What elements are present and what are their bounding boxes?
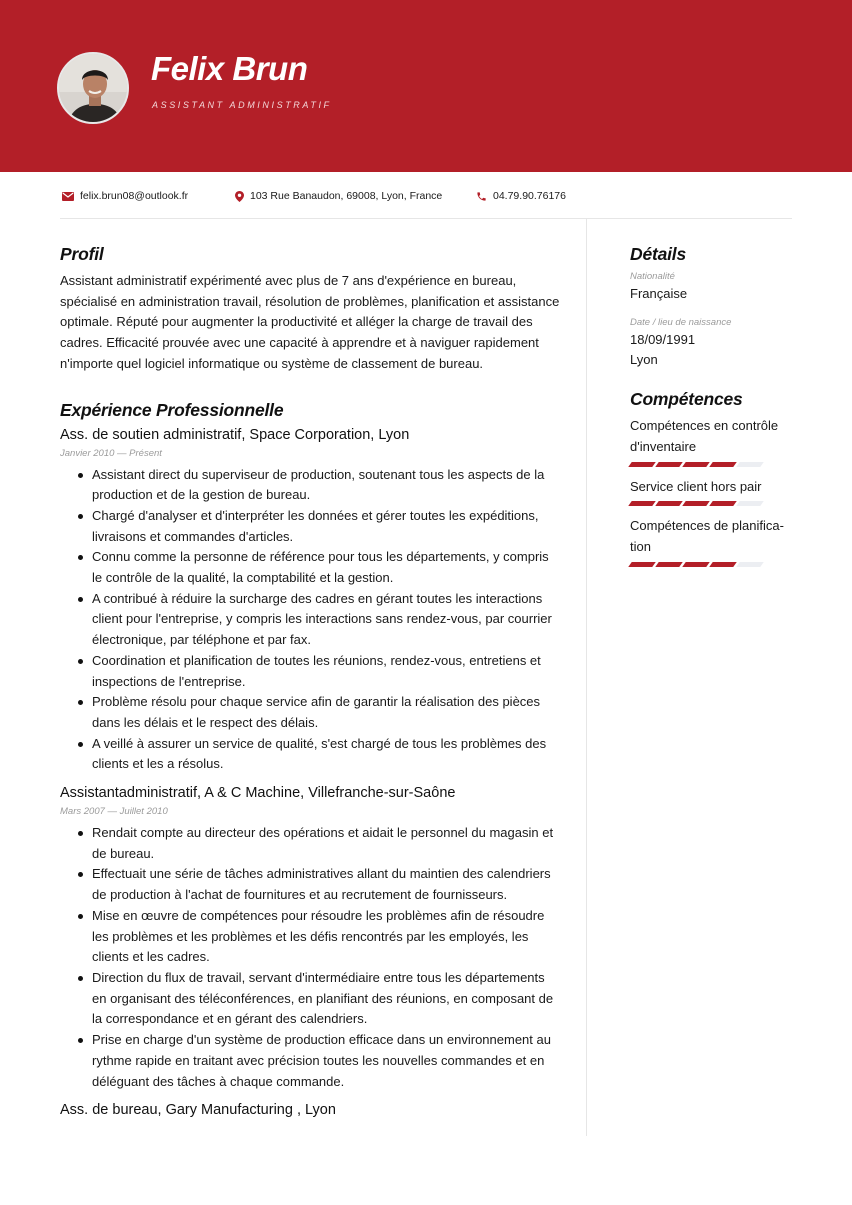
skill-level-segment — [682, 562, 710, 567]
skill-level-segment — [628, 562, 656, 567]
list-item: Connu comme la personne de référence pour tous les départements, y compris le contrôle de la qualité, la comptabilité et la gestion. — [60, 547, 560, 588]
skills-title: Compétences — [630, 389, 743, 410]
list-item: Direction du flux de travail, servant d'intermédiaire entre tous les départements en organisant des téléconférences, en planifiant des réunions, en composant de la correspondance et en gérant des calendriers. — [60, 968, 560, 1030]
list-item: Coordination et planification de toutes les réunions, rendez-vous, entretiens et inspections de l'entreprise. — [60, 651, 560, 692]
list-item: Effectuait une série de tâches administratives allant du maintien des calendriers de production à l'achat de fournitures et au recrutement de fournisseurs. — [60, 864, 560, 905]
skill-level-segment — [709, 501, 737, 506]
nationality-value: Française — [630, 286, 688, 301]
skills-list — [630, 416, 800, 567]
skill-item — [630, 516, 800, 566]
job-entry — [60, 1102, 560, 1118]
birth-place-value: Lyon — [630, 352, 658, 368]
skill-item — [630, 477, 800, 507]
skill-level-bar — [630, 562, 800, 567]
skill-level-segment — [709, 562, 737, 567]
skill-level-bar — [630, 462, 800, 467]
job-entry — [60, 427, 560, 776]
contact-email[interactable] — [62, 190, 188, 202]
skill-name: Service client hors pair — [630, 478, 762, 494]
mail-icon — [62, 192, 74, 201]
list-item: A contribué à réduire la surcharge des cadres en gérant toutes les interactions client pour l'entreprise, y compris les interactions sans rendez-vous, par courrier électronique, par téléphone et par fax. — [60, 589, 560, 651]
side-column — [630, 244, 800, 577]
skill-name: Compétences en contrôle d'inventaire — [630, 418, 779, 454]
job-bullets — [60, 465, 560, 776]
contact-bar — [60, 188, 792, 208]
contact-email-text: felix.brun08@outlook.fr — [80, 190, 189, 202]
candidate-role: ASSISTANT ADMINISTRATIF — [152, 100, 332, 110]
skill-level-segment — [709, 462, 737, 467]
avatar — [57, 52, 129, 124]
skill-item — [630, 416, 800, 466]
skill-level-segment — [682, 462, 710, 467]
experience-title: Expérience Professionnelle — [60, 399, 284, 420]
skill-level-segment — [736, 462, 764, 467]
job-title: Ass. de bureau, Gary Manufacturing , Lyon — [60, 1102, 336, 1119]
list-item: A veillé à assurer un service de qualité, s'est chargé de tous les problèmes des clients et les a résolus. — [60, 734, 560, 775]
list-item: Rendait compte au directeur des opérations et aidait le personnel du magasin et de bureau. — [60, 823, 560, 864]
skill-level-segment — [655, 501, 683, 506]
list-item: Mise en œuvre de compétences pour résoudre les problèmes afin de résoudre les problèmes et les problèmes et les défis rencontrés par les employés, les clients et les cadres. — [60, 906, 560, 968]
skill-level-segment — [736, 562, 764, 567]
job-entry — [60, 785, 560, 1092]
avatar-portrait-icon — [59, 54, 129, 124]
list-item: Problème résolu pour chaque service afin de garantir la réalisation des pièces dans les délais et le respect des délais. — [60, 692, 560, 733]
contact-address-text: 103 Rue Banaudon, 69008, Lyon, France — [250, 190, 443, 202]
list-item: Prise en charge d'un système de production efficace dans un environnement au rythme rapide en traitant avec précision toutes les nouvelles commandes et en déléguant des tâches à chaque commande. — [60, 1030, 560, 1092]
location-pin-icon — [235, 191, 244, 202]
profile-text: Assistant administratif expérimenté avec plus de 7 ans d'expérience en bureau, spécialisé en administration travail, résolution de problèmes, planification et assistance optimale. Réputé pour augmenter la productivité et alléger la charge de travail des cadres. Efficacité prouvée avec une capacité à apprendre et à naviguer rapidement n'importe quel logiciel informatique ou système de classement de bureau. — [60, 273, 560, 371]
contact-phone[interactable] — [476, 190, 566, 202]
column-divider — [586, 219, 587, 1136]
job-dates: Mars 2007 — Juillet 2010 — [60, 806, 168, 818]
job-dates: Janvier 2010 — Présent — [60, 447, 162, 459]
profile-title: Profil — [60, 244, 104, 264]
birth-date-value: 18/09/1991 — [630, 331, 696, 347]
job-title: Ass. de soutien administratif, Space Corporation, Lyon — [60, 426, 410, 443]
nationality-label: Nationalité — [630, 271, 675, 282]
skill-name: Compétences de planifica-tion — [630, 518, 784, 554]
list-item: Chargé d'analyser et d'interpréter les données et gérer toutes les expéditions, livraisons et commandes d'articles. — [60, 506, 560, 547]
candidate-name: Felix Brun — [151, 50, 308, 87]
skill-level-segment — [628, 462, 656, 467]
contact-address — [235, 190, 442, 202]
job-title: Assistantadministratif, A & C Machine, Villefranche-sur-Saône — [60, 785, 456, 802]
skill-level-segment — [655, 462, 683, 467]
phone-icon — [476, 191, 487, 202]
main-column — [60, 244, 560, 1118]
skill-level-bar — [630, 501, 800, 506]
contact-phone-text: 04.79.90.76176 — [493, 190, 566, 202]
job-bullets — [60, 823, 560, 1092]
list-item: Assistant direct du superviseur de production, soutenant tous les aspects de la production et de la gestion de bureau. — [60, 465, 560, 506]
skill-level-segment — [736, 501, 764, 506]
skill-level-segment — [682, 501, 710, 506]
skill-level-segment — [628, 501, 656, 506]
skill-level-segment — [655, 562, 683, 567]
birth-label: Date / lieu de naissance — [630, 316, 732, 328]
header-banner — [0, 0, 852, 172]
contact-divider — [60, 218, 792, 219]
details-title: Détails — [630, 244, 686, 264]
